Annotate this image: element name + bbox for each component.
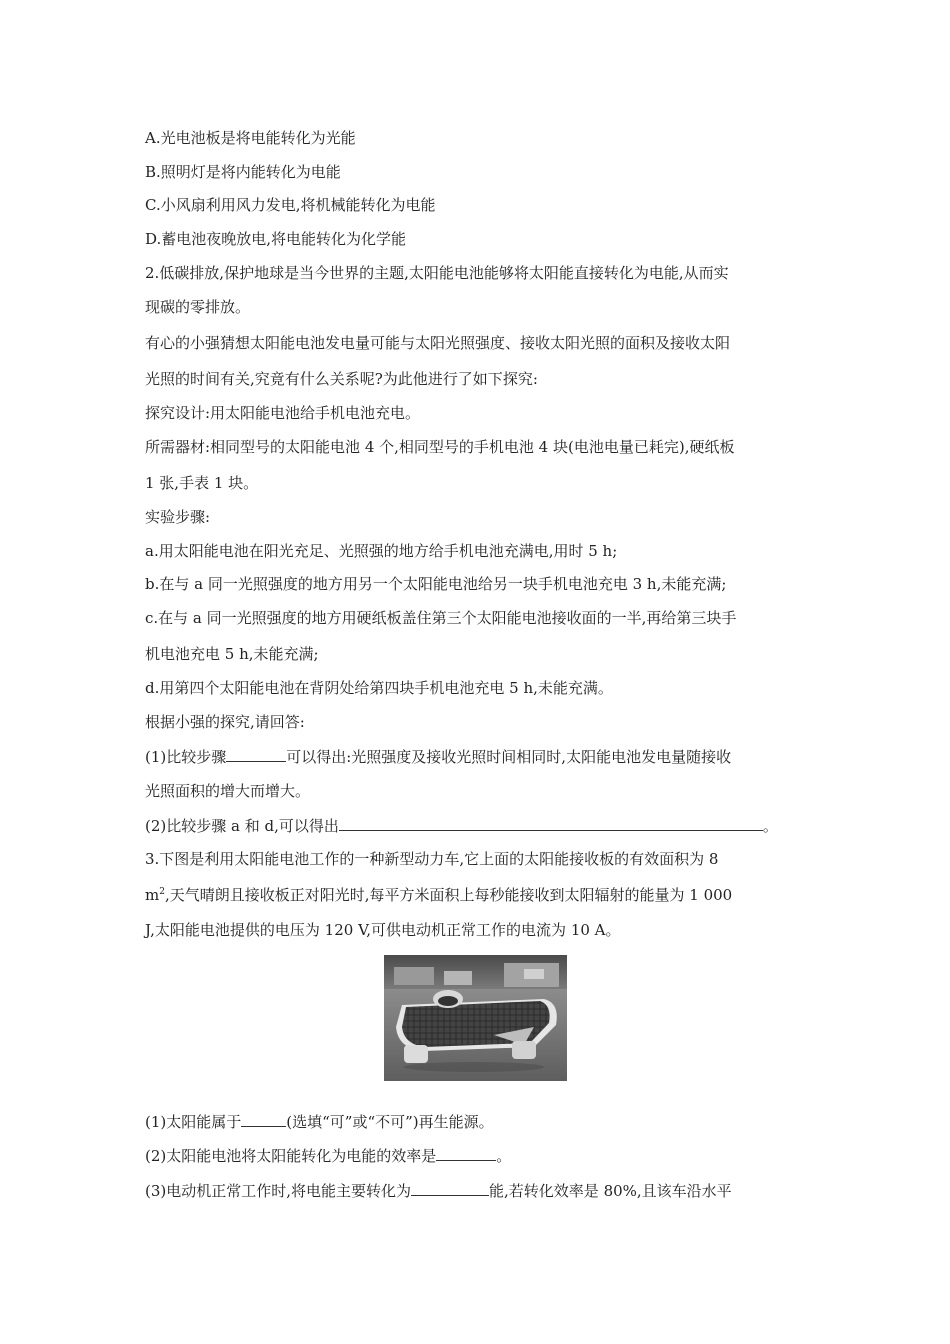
answer-blank[interactable]: [241, 1111, 286, 1127]
q2-sub1-suffix: 可以得出:光照强度及接收光照时间相同时,太阳能电池发电量随接收: [286, 748, 732, 766]
q3-line2: [145, 885, 732, 905]
q2-sub2: [145, 815, 778, 836]
q2-sub1-line2: 光照面积的增大而增大。: [145, 782, 311, 800]
q2-step-a: a.用太阳能电池在阳光充足、光照强的地方给手机电池充满电,用时 5 h;: [145, 542, 618, 560]
q2-step-b: b.在与 a 同一光照强度的地方用另一个太阳能电池给另一块手机电池充电 3 h,未能充满;: [145, 575, 727, 593]
choice-a: A.光电池板是将电能转化为光能: [145, 129, 356, 147]
answer-blank[interactable]: [226, 746, 286, 762]
q2-materials-line1: 所需器材:相同型号的太阳能电池 4 个,相同型号的手机电池 4 块(电池电量已耗完),硬纸板: [145, 438, 735, 456]
q3-sub3: [145, 1180, 732, 1201]
q2-steps-title: 实验步骤:: [145, 508, 211, 526]
q2-answer-intro: 根据小强的探究,请回答:: [145, 713, 305, 731]
q2-guess-line1: 有心的小强猜想太阳能电池发电量可能与太阳光照强度、接收太阳光照的面积及接收太阳: [145, 334, 731, 352]
q2-sub2-suffix: 。: [762, 817, 778, 835]
choice-c: C.小风扇利用风力发电,将机械能转化为电能: [145, 196, 436, 214]
q3-line1: 3.下图是利用太阳能电池工作的一种新型动力车,它上面的太阳能接收板的有效面积为 8: [145, 850, 719, 868]
q3-sub2: [145, 1145, 511, 1166]
choice-d: D.蓄电池夜晚放电,将电能转化为化学能: [145, 230, 407, 248]
solar-car-illustration: [384, 955, 567, 1081]
q2-step-c-line2: 机电池充电 5 h,未能充满;: [145, 645, 319, 663]
q2-sub1-line1: [145, 746, 731, 767]
q3-sub2-suffix: 。: [496, 1147, 512, 1165]
q2-design: 探究设计:用太阳能电池给手机电池充电。: [145, 404, 421, 422]
q3-sub3-suffix: 能,若转化效率是 80%,且该车沿水平: [489, 1182, 732, 1200]
q2-guess-line2: 光照的时间有关,究竟有什么关系呢?为此他进行了如下探究:: [145, 370, 538, 388]
q3-unit: m: [145, 886, 160, 904]
q3-unit-exponent: 2: [159, 887, 165, 897]
q2-step-d: d.用第四个太阳能电池在背阴处给第四块手机电池充电 5 h,未能充满。: [145, 679, 613, 697]
q2-step-c-line1: c.在与 a 同一光照强度的地方用硬纸板盖住第三个太阳能电池接收面的一半,再给第三块手: [145, 609, 737, 627]
answer-blank[interactable]: [339, 815, 763, 831]
q3-sub3-prefix: (3)电动机正常工作时,将电能主要转化为: [145, 1182, 412, 1200]
q2-intro-line1: 2.低碳排放,保护地球是当今世界的主题,太阳能电池能够将太阳能直接转化为电能,从而实: [145, 264, 729, 282]
q2-intro-line2: 现碳的零排放。: [145, 298, 251, 316]
q2-sub2-prefix: (2)比较步骤 a 和 d,可以得出: [145, 817, 339, 835]
q3-sub2-prefix: (2)太阳能电池将太阳能转化为电能的效率是: [145, 1147, 437, 1165]
q3-sub1-suffix: (选填“可”或“不可”)再生能源。: [286, 1113, 494, 1131]
q2-sub1-prefix: (1)比较步骤: [145, 748, 227, 766]
q3-sub1: [145, 1111, 494, 1132]
q2-materials-line2: 1 张,手表 1 块。: [145, 474, 259, 492]
choice-b: B.照明灯是将内能转化为电能: [145, 163, 341, 181]
solar-car-photo: [384, 955, 567, 1081]
q3-line3: J,太阳能电池提供的电压为 120 V,可供电动机正常工作的电流为 10 A。: [145, 921, 621, 939]
q3-sub1-prefix: (1)太阳能属于: [145, 1113, 242, 1131]
answer-blank[interactable]: [436, 1145, 496, 1161]
answer-blank[interactable]: [411, 1180, 489, 1196]
q3-line2-rest: ,天气晴朗且接收板正对阳光时,每平方米面积上每秒能接收到太阳辐射的能量为 1 000: [164, 886, 733, 904]
